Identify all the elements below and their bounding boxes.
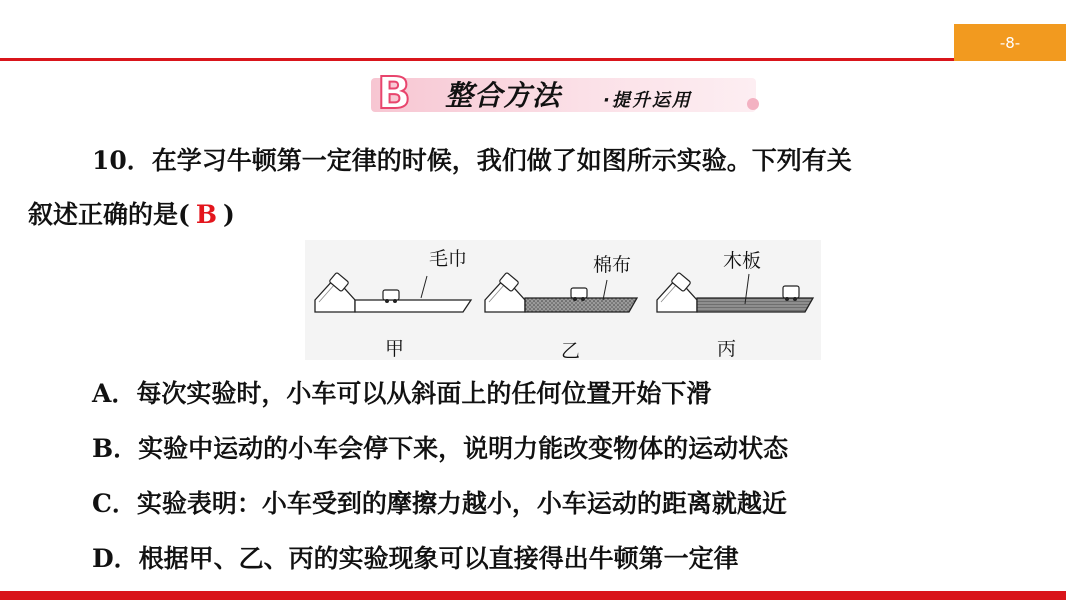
option-d: D．根据甲、乙、丙的实验现象可以直接得出牛顿第一定律 bbox=[92, 544, 739, 573]
question-text-2: 叙述正确的是( bbox=[28, 200, 190, 229]
answer-options bbox=[92, 366, 1052, 586]
question-line-2 bbox=[28, 188, 1048, 242]
caption-bing: 丙 bbox=[717, 338, 737, 360]
setup-cotton bbox=[485, 272, 637, 312]
banner-dot-decoration bbox=[747, 98, 759, 110]
surface-label-cotton: 棉布 bbox=[593, 254, 632, 276]
towel-surface bbox=[355, 300, 471, 312]
banner-letter-icon: B bbox=[377, 67, 411, 119]
car-1 bbox=[383, 290, 399, 300]
caption-jia: 甲 bbox=[385, 338, 405, 360]
footer-rule bbox=[0, 591, 1066, 600]
surface-label-board: 木板 bbox=[723, 250, 762, 272]
setup-towel bbox=[315, 272, 471, 312]
question-text-1: ．在学习牛顿第一定律的时候，我们做了如图所示实验。下列有关 bbox=[126, 146, 852, 175]
page-number: -8- bbox=[999, 33, 1021, 52]
banner-title: 整合方法 bbox=[445, 79, 562, 112]
header-rule bbox=[0, 58, 954, 61]
answer-choice: B bbox=[195, 200, 217, 229]
page-number-tab bbox=[954, 24, 1066, 61]
question-text-3: ) bbox=[222, 200, 235, 229]
option-c: C．实验表明：小车受到的摩擦力越小，小车运动的距离就越近 bbox=[92, 489, 787, 518]
surface-label-towel: 毛巾 bbox=[429, 248, 468, 270]
caption-yi: 乙 bbox=[561, 340, 581, 362]
banner-background bbox=[371, 78, 756, 112]
car-2 bbox=[571, 288, 587, 298]
question-stem bbox=[28, 134, 1048, 242]
banner-subtitle: ·提升运用 bbox=[603, 90, 692, 111]
option-b: B．实验中运动的小车会停下来，说明力能改变物体的运动状态 bbox=[92, 434, 789, 463]
pointer-line-1 bbox=[421, 276, 427, 298]
question-number: 10 bbox=[92, 146, 127, 175]
section-banner bbox=[365, 67, 760, 119]
pointer-line-2 bbox=[603, 280, 607, 300]
experiment-figure bbox=[305, 240, 821, 360]
question-line-1 bbox=[28, 134, 1048, 188]
cotton-surface bbox=[525, 298, 637, 312]
setup-board bbox=[657, 272, 813, 312]
car-3 bbox=[783, 286, 799, 298]
option-a: A．每次实验时，小车可以从斜面上的任何位置开始下滑 bbox=[92, 379, 712, 408]
